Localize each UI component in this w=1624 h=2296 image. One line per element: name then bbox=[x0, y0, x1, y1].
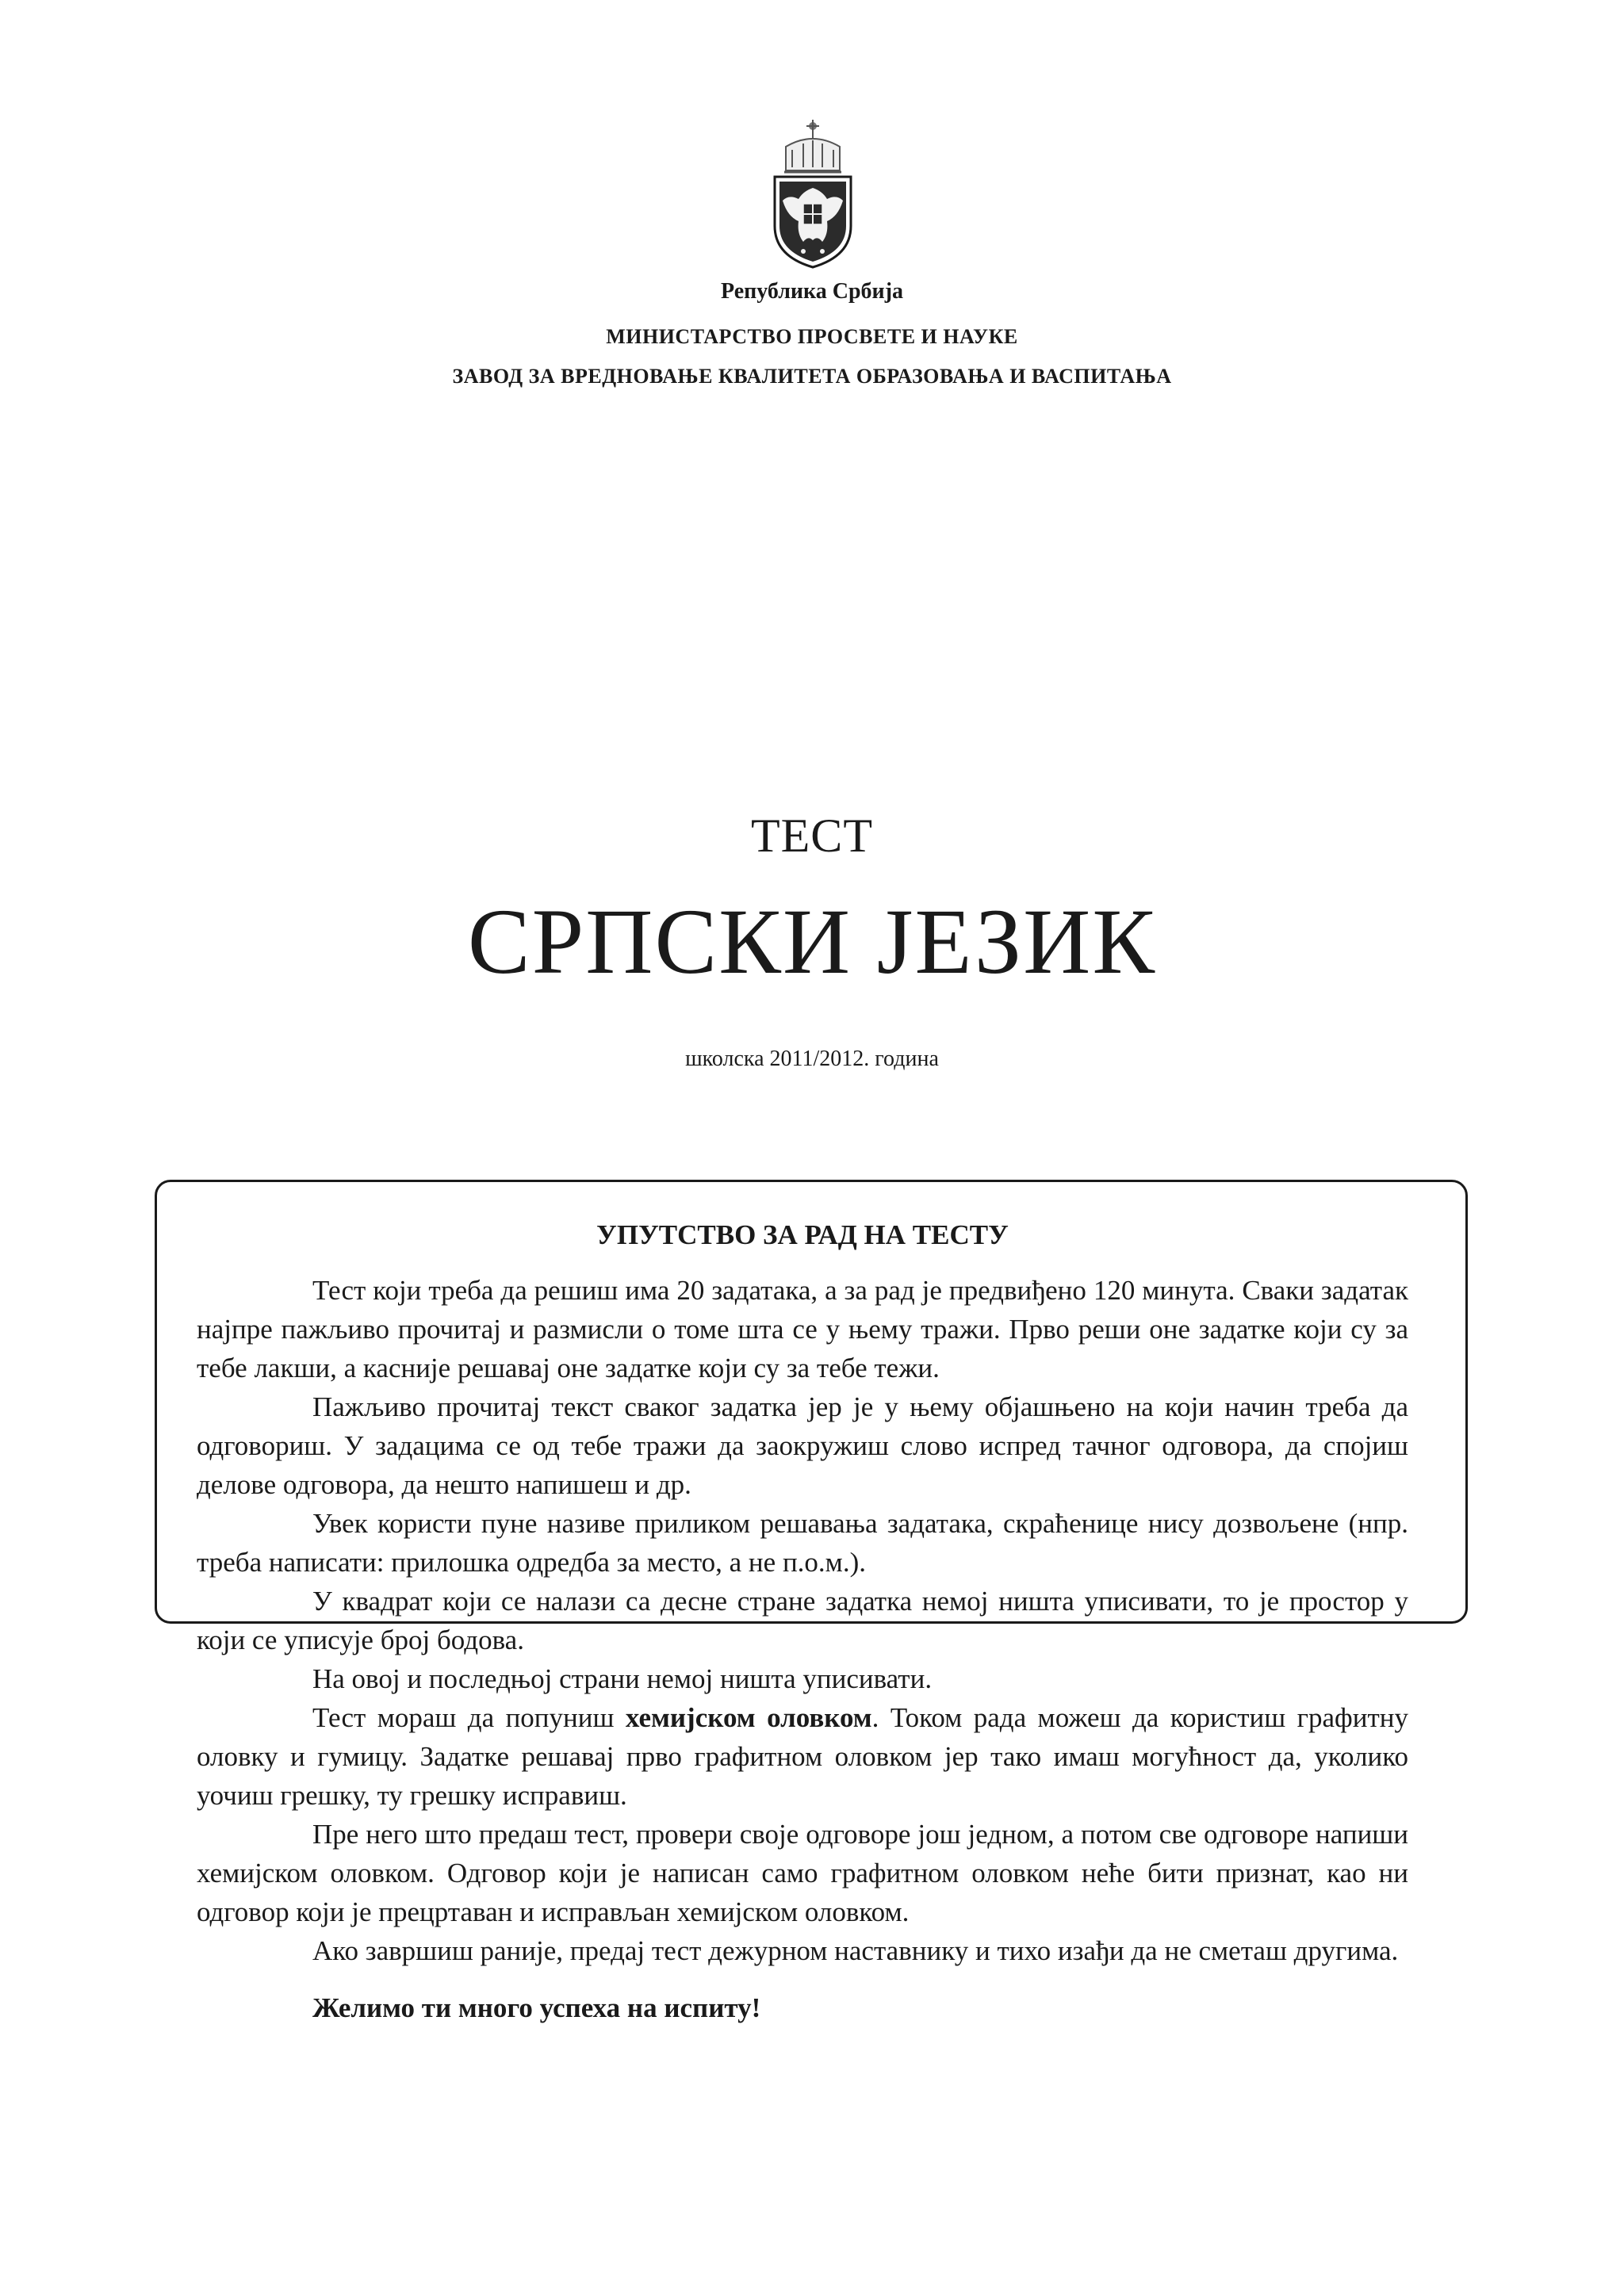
serbia-coat-of-arms-icon bbox=[768, 115, 857, 270]
republic-name: Република Србија bbox=[720, 279, 904, 304]
subject-title: СРПСКИ ЈЕЗИК bbox=[467, 890, 1157, 993]
instruction-paragraph: У квадрат који се налази са десне стране задатка немој ништа уписивати, то је простор у који се уписује број бодова. bbox=[197, 1586, 1408, 1655]
instruction-paragraph: Тест који треба да решиш има 20 задатака, а за рад је предвиђено 120 минута. Сваки задатак најпре пажљиво прочитај и размисли о томе шта се у њему тражи. Прво реши оне задатке који су за тебе лакши, а касније решавај оне задатке који су за тебе тежи. bbox=[197, 1275, 1408, 1383]
instruction-paragraph: На овој и последњој страни немој ништа уписивати. bbox=[312, 1663, 933, 1694]
instruction-paragraph: Увек користи пуне називе приликом решавања задатака, скраћенице нису дозвољене (нпр. треба написати: прилошка одредба за место, а не п.о.м.). bbox=[197, 1508, 1408, 1578]
instructions-heading: УПУТСТВО ЗА РАД НА ТЕСТУ bbox=[596, 1219, 1009, 1250]
instruction-paragraph: Пажљиво прочитај текст сваког задатка јер је у њему објашњено на који начин треба да одговориш. У задацима се од тебе тражи да заокружиш слово испред тачног одговора, да спојиш делове одговора, да нешто напишеш и др. bbox=[197, 1391, 1408, 1500]
instruction-paragraph-pen bbox=[197, 1698, 1408, 1815]
school-year: школска 2011/2012. година bbox=[685, 1047, 939, 1071]
instruction-paragraph: Пре него што предаш тест, провери своје одговоре још једном, а потом све одговоре напиши хемијском оловком. Одговор који је написан само графитном оловком неће бити признат, као ни одговор који је прецртаван и исправљан хемијском оловком. bbox=[197, 1819, 1408, 1927]
closing-wish: Желимо ти много успеха на испиту! bbox=[312, 1992, 761, 2023]
pen-text-after: . Током рада можеш да користиш графитну оловку и гумицу. Задатке решавај прво графитном оловком јер тако имаш могућност да, уколико уочиш грешку, ту грешку исправиш. bbox=[197, 1702, 1408, 1811]
ministry-name: МИНИСТАРСТВО ПРОСВЕТЕ И НАУКЕ bbox=[606, 325, 1018, 348]
instructions-box bbox=[155, 1180, 1468, 2023]
institute-name: ЗАВОД ЗА ВРЕДНОВАЊЕ КВАЛИТЕТА ОБРАЗОВАЊА И ВАСПИТАЊА bbox=[452, 365, 1172, 388]
instruction-paragraph: Ако завршиш раније, предај тест дежурном наставнику и тихо изађи да не сметаш другима. bbox=[312, 1935, 1399, 1966]
test-label: ТЕСТ bbox=[751, 809, 873, 862]
pen-text-bold: хемијском оловком bbox=[625, 1702, 872, 1733]
pen-text-before: Тест мораш да попуниш bbox=[312, 1702, 626, 1733]
